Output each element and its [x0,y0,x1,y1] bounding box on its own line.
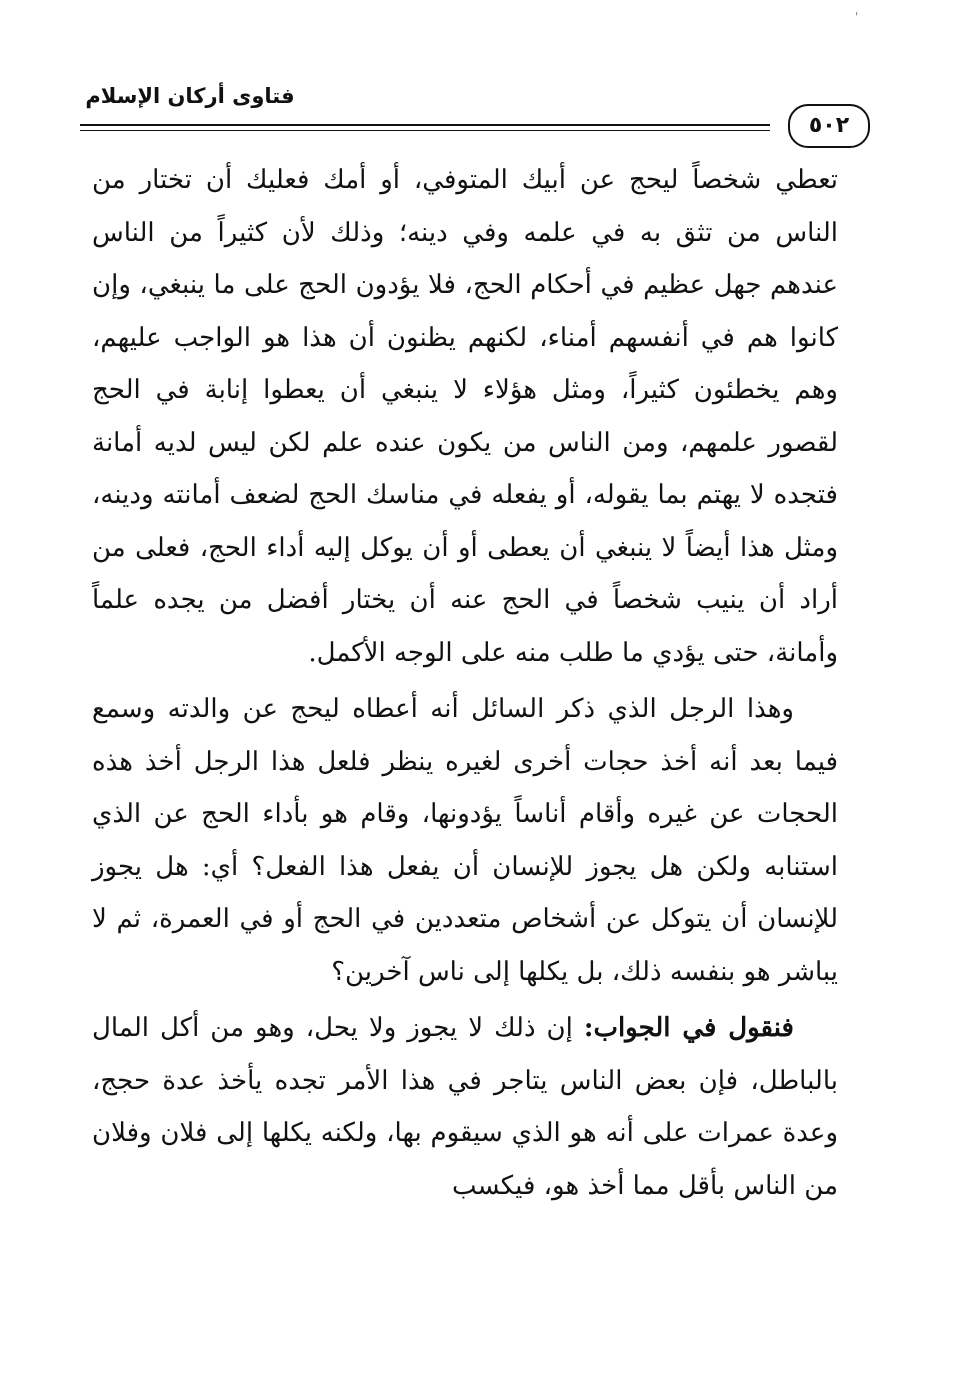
paragraph-3 [92,1002,838,1212]
header-rule [80,124,770,131]
paragraph-2-text: وهذا الرجل الذي ذكر السائل أنه أعطاه ليحج عن والدته وسمع فيما بعد أنه أخذ حجات أخرى لغيره ينظر فلعل هذا الرجل أخذ هذه الحجات عن غيره وأقام أناساً يؤدونها، وقام هو بأداء الحج عن الذي استنابه ولكن هل يجوز للإنسان أن يفعل هذا الفعل؟ أي: هل يجوز للإنسان أن يتوكل عن أشخاص متعددين في الحج أو في العمرة، ثم لا يباشر هو بنفسه ذلك، بل يكلها إلى ناس آخرين؟ [92,694,838,987]
answer-lead: فنقول في الجواب: [583,1013,794,1043]
corner-mark: ' [855,10,859,24]
paragraph-2 [92,683,838,998]
page-number: ٥٠٢ [788,104,870,148]
paragraph-3-text: إن ذلك لا يجوز ولا يحل، وهو من أكل المال بالباطل، فإن بعض الناس يتاجر في هذا الأمر تجده يأخذ عدة حجج، وعدة عمرات على أنه هو الذي سيقوم بها، ولكنه يكلها إلى فلان وفلان من الناس بأقل مما أخذ هو، فيكسب [92,1013,838,1201]
running-header [80,80,870,140]
paragraph-1-text: تعطي شخصاً ليحج عن أبيك المتوفي، أو أمك فعليك أن تختار من الناس من تثق به في علمه وفي دينه؛ وذلك لأن كثيراً من الناس عندهم جهل عظيم في أحكام الحج، فلا يؤدون الحج على ما ينبغي، وإن كانوا هم في أنفسهم أمناء، لكنهم يظنون أن هذا هو الواجب عليهم، وهم يخطئون كثيراً، ومثل هؤلاء لا ينبغي أن يعطوا إنابة في الحج لقصور علمهم، ومن الناس من يكون عنده علم لكن ليس لديه أمانة فتجده لا يهتم بما يقوله، أو يفعله في مناسك الحج لضعف أمانته ودينه، ومثل هذا أيضاً لا ينبغي أن يعطى أو أن يوكل إليه أداء الحج، فعلى من أراد أن ينيب شخصاً في الحج عنه أن يختار أفضل من يجده علماً وأمانة، حتى يؤدي ما طلب منه على الوجه الأكمل. [92,165,838,668]
paragraph-1 [92,154,838,679]
body-text [92,154,838,1212]
book-title: فتاوى أركان الإسلام [85,84,295,108]
